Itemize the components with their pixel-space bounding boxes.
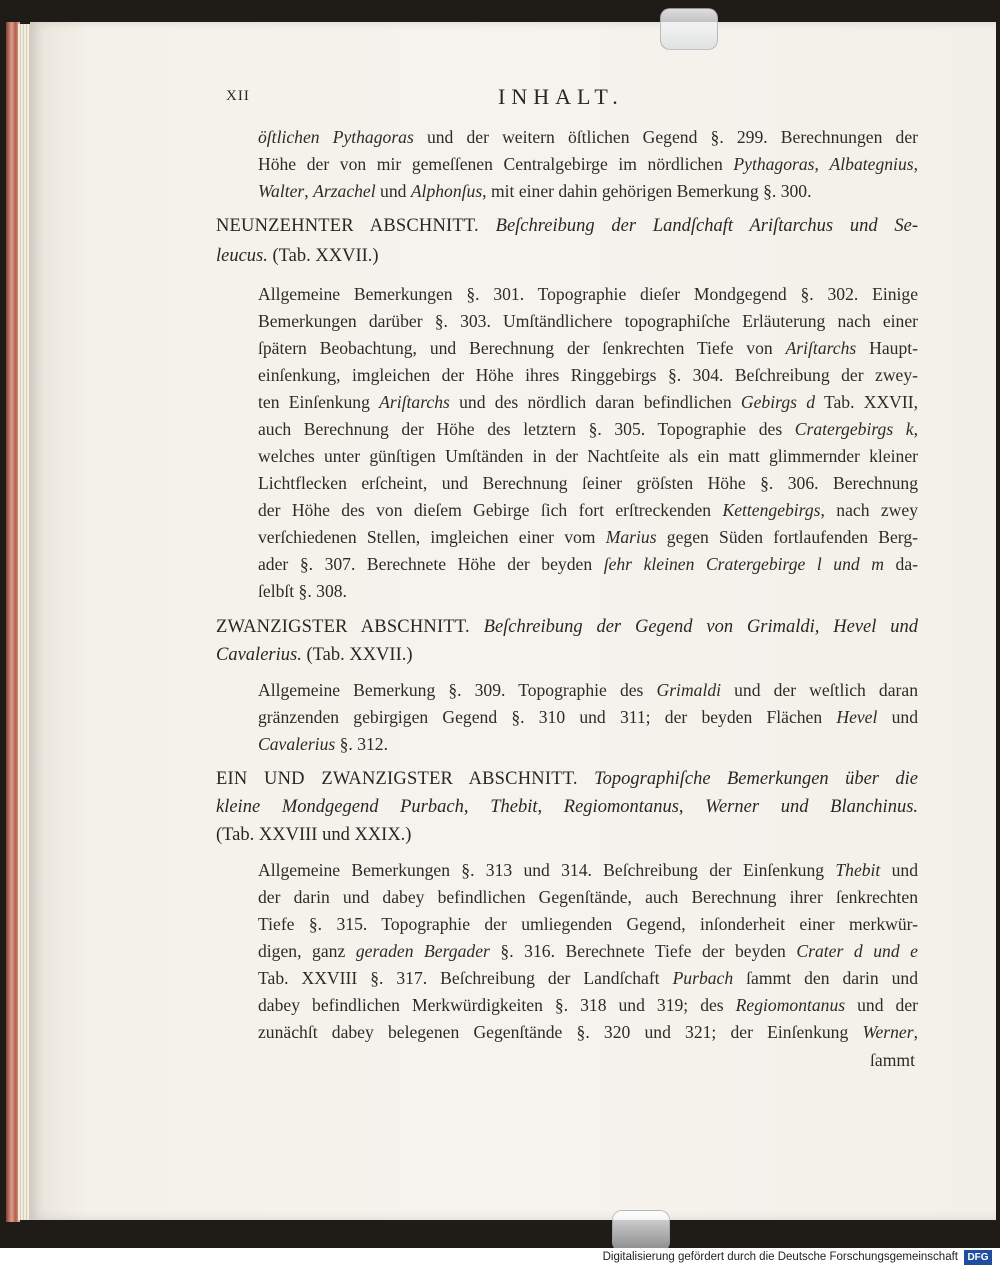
page-clip-bottom <box>612 1210 670 1252</box>
text-run: dabey befindlichen Merkwürdigkeiten §. 318 und 319; des <box>258 995 736 1015</box>
text-run: , <box>814 154 830 174</box>
text-run: auch Berechnung der Höhe des letztern §. 305. Topographie des <box>258 419 795 439</box>
text-run: der Höhe des von dieſem Gebirge ſich fort erſtreckenden <box>258 500 723 520</box>
italic-run: Regiomontanus <box>735 995 846 1015</box>
text-run: da- <box>883 554 918 574</box>
text-run: Tab. XXVII, <box>815 392 919 412</box>
text-run: , <box>913 1022 918 1042</box>
text-run: (Tab. XXVII.) <box>301 645 413 665</box>
text-run: ſpätern Beobachtung, und Berechnung der ſenkrechten Tiefe von <box>258 338 786 358</box>
italic-run: Walter <box>258 181 305 201</box>
italic-run: Cavalerius. <box>216 645 302 665</box>
text-run: und des nördlich daran befindlichen <box>449 392 741 412</box>
italic-run: ſehr kleinen Cratergebirge l und m <box>603 554 884 574</box>
italic-run: Hevel <box>836 707 878 727</box>
text-run: ten Einſenkung <box>258 392 380 412</box>
text-line <box>258 392 918 413</box>
catchword <box>870 1050 915 1071</box>
text-run: und <box>877 707 918 727</box>
text-run: verſchiedenen Stellen, imgleichen einer vom <box>258 527 606 547</box>
italic-run: Purbach <box>672 968 734 988</box>
italic-run: Thebit <box>835 860 881 880</box>
italic-run: leucus. <box>216 246 268 266</box>
text-run: ſelbſt §. 308. <box>258 581 347 601</box>
italic-run: Pythagoras <box>733 154 815 174</box>
italic-run: Ariſtarchs <box>785 338 857 358</box>
text-run: , <box>678 797 706 817</box>
text-run <box>578 769 594 789</box>
text-run <box>470 617 484 637</box>
italic-run: Alphonſus <box>410 181 483 201</box>
text-line <box>258 338 918 359</box>
text-run: Tab. XXVIII §. 317. Beſchreibung der Landſchaft <box>258 968 673 988</box>
text-run: und der <box>845 995 918 1015</box>
running-head: INHALT. <box>498 84 624 109</box>
text-run: einſenkung, imgleichen der Höhe ihres Ringgebirgs §. 304. Beſchreibung der zwey- <box>258 365 918 385</box>
italic-run: öſtlichen Pythagoras <box>258 127 414 147</box>
text-run: der darin und dabey befindlichen Gegenſtände, auch Berechnung ihrer ſenkrechten <box>258 887 918 907</box>
text-run: digen, ganz <box>258 941 356 961</box>
text-run: Tiefe §. 315. Topographie der umliegenden Gegend, inſonderheit einer merkwür- <box>258 914 918 934</box>
italic-run: Gebirgs d <box>740 392 816 412</box>
italic-run: Beſchreibung der Landſchaft Ariſtarchus und Se- <box>495 216 918 236</box>
text-line <box>258 527 918 548</box>
section-label: ZWANZIGSTER ABSCHNITT. <box>216 617 470 637</box>
text-run: §. 312. <box>335 734 388 754</box>
italic-run: Regiomontanus <box>563 797 679 817</box>
text-run: Allgemeine Bemerkung §. 309. Topographie des <box>258 680 657 700</box>
italic-run: Grimaldi <box>656 680 722 700</box>
italic-run: Albategnius <box>829 154 914 174</box>
text-line <box>258 554 918 575</box>
italic-run: Arzachel <box>313 181 376 201</box>
italic-run: Topographiſche Bemerkungen über die <box>594 769 918 789</box>
text-run: (Tab. XXVII.) <box>267 246 379 266</box>
section-label: EIN UND ZWANZIGSTER ABSCHNITT. <box>216 769 578 789</box>
text-line <box>258 446 918 467</box>
section-label: NEUNZEHNTER ABSCHNITT. <box>216 216 479 236</box>
text-run: Bemerkungen darüber §. 303. Umſtändlichere topographiſche Erläuterung nach einer <box>258 311 918 331</box>
text-line <box>258 707 918 728</box>
text-line <box>258 284 918 305</box>
italic-run: Cavalerius <box>258 734 336 754</box>
text-line <box>258 734 388 755</box>
text-run: gränzenden gebirgigen Gegend §. 310 und 311; der beyden Flächen <box>258 707 837 727</box>
text-run: , mit einer dahin gehörigen Bemerkung §. 300. <box>482 181 812 201</box>
text-line <box>258 968 918 989</box>
italic-run: kleine Mondgegend Purbach <box>216 797 464 817</box>
text-run: welches unter günſtigen Umſtänden in der Nachtſeite als ein matt glimmernder kleiner <box>258 446 918 466</box>
text-run: , <box>913 419 918 439</box>
section-heading <box>216 797 918 818</box>
text-run: und der weſtlich daran <box>721 680 918 700</box>
text-line <box>258 419 918 440</box>
text-run: ader §. 307. Berechnete Höhe der beyden <box>258 554 604 574</box>
text-run: (Tab. XXVIII und XXIX.) <box>216 825 412 845</box>
text-line <box>258 914 918 935</box>
italic-run: Thebit <box>490 797 538 817</box>
text-run: Haupt- <box>856 338 918 358</box>
text-line <box>258 473 918 494</box>
text-run: Lichtflecken erſcheint, und Berechnung ſeiner gröſsten Höhe §. 306. Berechnung <box>258 473 918 493</box>
text-run: §. 316. Berechnete Tiefe der beyden <box>489 941 797 961</box>
text-run: , nach zwey <box>820 500 918 520</box>
section-heading <box>216 617 918 638</box>
text-run: , <box>537 797 564 817</box>
text-run: Allgemeine Bemerkungen §. 301. Topographie dieſer Mondgegend §. 302. Einige <box>258 284 918 304</box>
section-heading <box>216 645 413 666</box>
italic-run: Marius <box>605 527 657 547</box>
text-line <box>258 680 918 701</box>
italic-run: Kettengebirgs <box>722 500 821 520</box>
italic-run: geraden Bergader <box>355 941 490 961</box>
italic-run: Beſchreibung der Gegend von Grimaldi, Hevel und <box>483 617 918 637</box>
section-heading <box>216 825 411 846</box>
text-run: Höhe der von mir gemeſſenen Centralgebirge im nördlichen <box>258 154 734 174</box>
text-run: gegen Süden fortlaufenden Berg- <box>656 527 919 547</box>
text-line <box>258 941 918 962</box>
text-run <box>479 216 496 236</box>
text-run: zunächſt dabey belegenen Gegenſtände §. 320 und 321; der Einſenkung <box>258 1022 863 1042</box>
text-line <box>258 581 347 602</box>
text-run: , <box>913 154 918 174</box>
text-line <box>258 860 918 881</box>
text-line <box>258 365 918 386</box>
text-line <box>258 500 918 521</box>
italic-run: Werner und Blanchinus. <box>705 797 919 817</box>
italic-run: Crater d und e <box>796 941 918 961</box>
text-run: , <box>463 797 491 817</box>
text-run: ſammt den darin und <box>733 968 919 988</box>
text-run: , <box>304 181 314 201</box>
page-number: XII <box>226 88 250 104</box>
text-line <box>258 995 918 1016</box>
text-run: Allgemeine Bemerkungen §. 313 und 314. Beſchreibung der Einſenkung <box>258 860 836 880</box>
section-heading <box>216 246 379 267</box>
text-line <box>258 311 918 332</box>
italic-run: Werner <box>862 1022 914 1042</box>
text-run: und <box>880 860 918 880</box>
section-heading <box>216 216 918 237</box>
section-heading <box>216 769 918 790</box>
text-line <box>258 154 918 175</box>
text-line <box>258 127 918 148</box>
italic-run: Cratergebirgs k <box>794 419 914 439</box>
text-line <box>258 1022 918 1043</box>
text-run: ſammt <box>870 1050 915 1070</box>
page-clip-top <box>660 8 718 50</box>
dfg-logo: DFG <box>964 1250 992 1265</box>
funding-notice: Digitalisierung gefördert durch die Deutsche Forschungsgemeinschaft <box>602 1251 958 1263</box>
text-line <box>258 887 918 908</box>
text-run: und der weitern öſtlichen Gegend §. 299. Berechnungen der <box>413 127 918 147</box>
text-run: und <box>375 181 411 201</box>
text-line <box>258 181 812 202</box>
italic-run: Ariſtarchs <box>379 392 450 412</box>
